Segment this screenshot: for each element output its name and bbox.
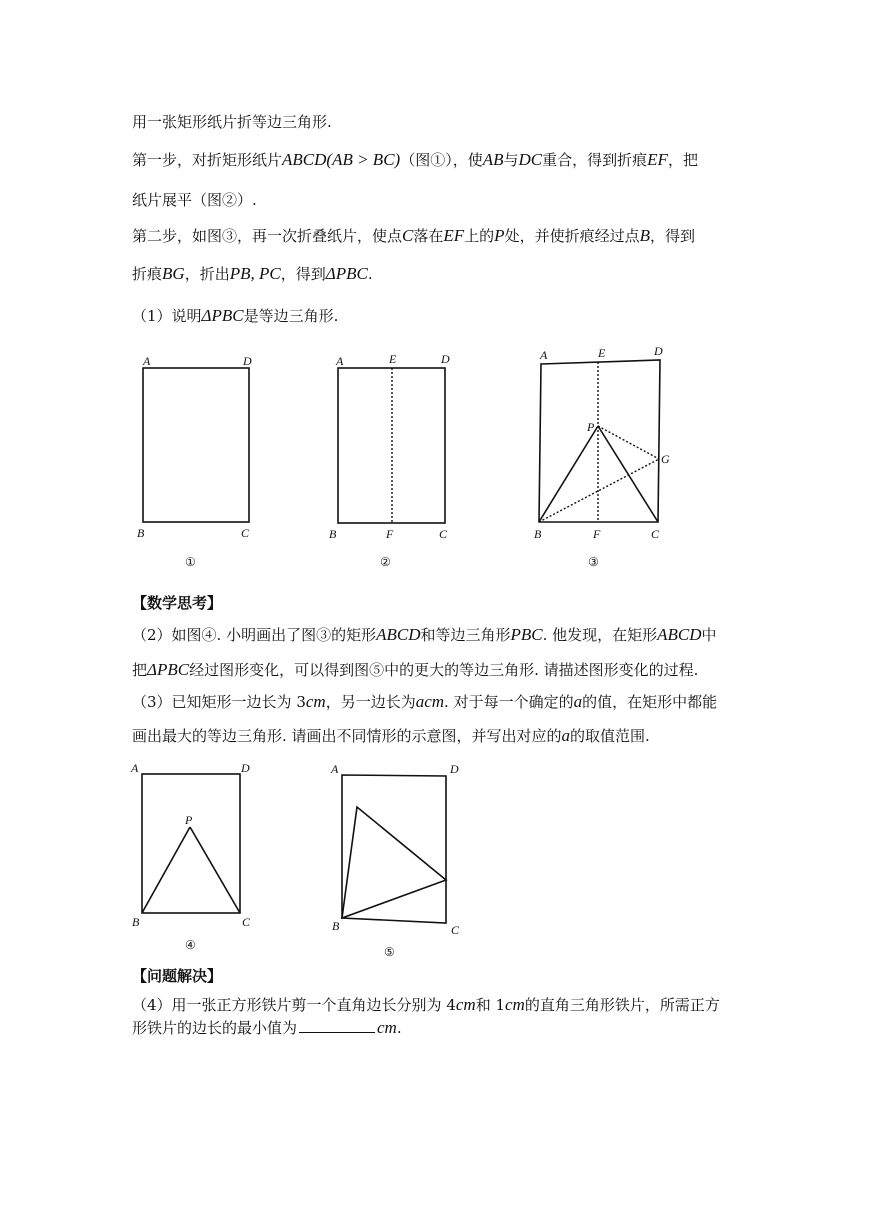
question-2-line1: （2）如图④. 小明画出了图③的矩形ABCD和等边三角形PBC. 他发现，在矩形ABCD中 (132, 625, 717, 644)
question-1: （1）说明ΔPBC是等边三角形. (132, 306, 339, 325)
fig5-equilateral-triangle (342, 807, 446, 918)
step2-line1: 第二步，如图③，再一次折叠纸片，使点C落在EF上的P处，并使折痕经过点B，得到 (132, 226, 695, 245)
fig5-label-a: A (331, 762, 339, 776)
fig4-segment-pb (142, 827, 190, 913)
fig5-label-b: B (332, 919, 340, 933)
figure-2 (325, 350, 460, 570)
fig2-label-d: D (441, 352, 450, 366)
fig1-label-a: A (143, 354, 151, 368)
question-2-line2: 把ΔPBC经过图形变化，可以得到图⑤中的更大的等边三角形. 请描述图形变化的过程. (132, 660, 699, 679)
fig4-caption: ④ (185, 938, 196, 952)
fig3-label-p: P (587, 420, 595, 434)
question-4-line1: （4）用一张正方形铁片剪一个直角边长分别为 4cm和 1cm的直角三角形铁片，所需正方 (132, 995, 720, 1014)
fig4-label-c: C (242, 915, 251, 929)
fig3-segment-pc (598, 426, 658, 522)
fig2-label-b: B (329, 527, 337, 541)
fig3-label-f: F (593, 527, 601, 541)
fig3-label-d: D (654, 344, 663, 358)
figure-3 (530, 342, 680, 572)
question-3-line1: （3）已知矩形一边长为 3cm，另一边长为acm. 对于每一个确定的a的值，在矩形中都能 (132, 692, 718, 711)
fig3-caption: ③ (588, 555, 599, 569)
fig3-segment-pb (539, 426, 598, 522)
fig5-label-c: C (451, 923, 460, 937)
fig3-segment-pg (598, 426, 659, 459)
fig4-label-p: P (185, 813, 193, 827)
fig2-caption: ② (380, 555, 391, 569)
fig2-label-a: A (336, 354, 344, 368)
fig1-rectangle (143, 368, 249, 522)
section-problem-solving: 【问题解决】 (132, 967, 223, 985)
fig3-label-c: C (651, 527, 660, 541)
figure-1 (130, 350, 260, 570)
fig4-label-d: D (241, 761, 250, 775)
fig3-fold-bg (539, 459, 659, 522)
fig2-label-f: F (386, 527, 394, 541)
fig4-label-b: B (132, 915, 140, 929)
fig5-caption: ⑤ (384, 945, 395, 959)
step2-line2: 折痕BG，折出PB, PC，得到ΔPBC. (132, 264, 373, 283)
fig3-label-g: G (661, 452, 670, 466)
fig3-label-b: B (534, 527, 542, 541)
fig3-label-a: A (540, 348, 548, 362)
step1-line2: 纸片展平（图②）. (132, 191, 257, 209)
section-math-thinking: 【数学思考】 (132, 594, 223, 612)
figure-4 (128, 760, 263, 960)
fig5-rectangle (342, 775, 446, 923)
fig1-label-b: B (137, 526, 145, 540)
intro-text: 用一张矩形纸片折等边三角形. (132, 113, 332, 131)
fig3-rectangle (539, 360, 660, 522)
fig1-label-d: D (243, 354, 252, 368)
figure-5 (328, 760, 468, 960)
fig5-label-d: D (450, 762, 459, 776)
fig1-label-c: C (241, 526, 250, 540)
fig1-caption: ① (185, 555, 196, 569)
fig4-rectangle (142, 774, 240, 913)
question-3-line2: 画出最大的等边三角形. 请画出不同情形的示意图，并写出对应的a的取值范围. (132, 726, 650, 745)
question-4-line2: 形铁片的边长的最小值为 cm. (132, 1018, 402, 1037)
step1-line1: 第一步，对折矩形纸片ABCD(AB > BC)（图①），使AB与DC重合，得到折痕EF，把 (132, 150, 698, 169)
fig2-label-c: C (439, 527, 448, 541)
fig4-label-a: A (131, 761, 139, 775)
fig4-segment-pc (190, 827, 240, 913)
fig3-label-e: E (598, 346, 606, 360)
answer-blank[interactable] (299, 1018, 375, 1033)
fig2-label-e: E (389, 352, 397, 366)
